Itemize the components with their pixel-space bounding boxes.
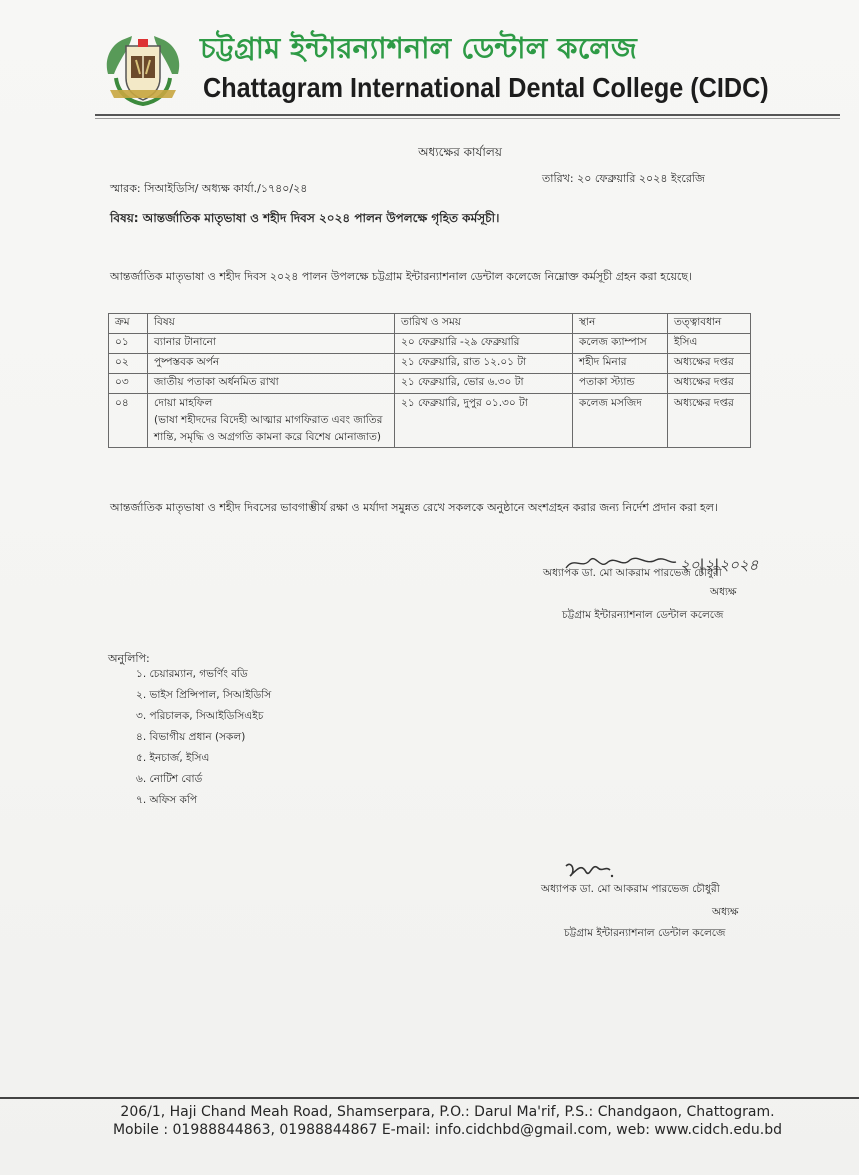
college-crest-icon [100, 30, 186, 110]
footer-contact: Mobile : 01988844863, 01988844867 E-mail: info.cidchbd@gmail.com, web: www.cidch.edu.bd [112, 1122, 783, 1138]
list-item: ২. ভাইস প্রিন্সিপাল, সিআইডিসি [136, 689, 272, 701]
table-cell: ব্যানার টানানো [148, 334, 395, 354]
table-cell: ০১ [109, 334, 148, 354]
table-cell: কলেজ ক্যাম্পাস [573, 334, 668, 354]
copies-list [136, 664, 271, 811]
table-cell: শহীদ মিনার [573, 354, 668, 374]
table-cell [148, 394, 395, 448]
signatory-institution-2: চট্টগ্রাম ইন্টারন্যাশনাল ডেন্টাল কলেজে [564, 927, 726, 939]
program-detail: (ভাষা শহীদদের বিদেহী আত্মার মাগফিরাত এবং জাতির শান্তি, সমৃদ্ধি ও অগ্রগতি কামনা করে বিশেষ মোনাজাত) [154, 414, 383, 443]
college-name-bangla: চট্টগ্রাম ইন্টারন্যাশনাল ডেন্টাল কলেজ [200, 31, 637, 65]
signatory-post-1: অধ্যক্ষ [710, 586, 737, 598]
list-item: ১. চেয়ারম্যান, গভর্ণিং বডি [136, 668, 248, 680]
header-divider-thin [95, 118, 840, 119]
footer-divider [0, 1097, 859, 1099]
list-item: ৬. নোটিশ বোর্ড [136, 773, 203, 785]
table-cell: ০৩ [109, 374, 148, 394]
table-row [109, 374, 751, 394]
list-item: ৫. ইনচার্জ, ইসিএ [136, 752, 210, 764]
table-cell: পতাকা স্ট্যান্ড [573, 374, 668, 394]
table-cell: ০৪ [109, 394, 148, 448]
signatory-name-1: অধ্যাপক ডা. মো আকরাম পারভেজ চৌধুরী [543, 567, 722, 579]
table-header-row [109, 314, 751, 334]
letter-subject: বিষয়: আন্তর্জাতিক মাতৃভাষা ও শহীদ দিবস ২০২৪ পালন উপলক্ষে গৃহিত কর্মসূচী। [110, 211, 500, 225]
table-cell: জাতীয় পতাকা অর্ধনমিত রাখা [148, 374, 395, 394]
table-cell: ২১ ফেব্রুয়ারি, ভোর ৬.৩০ টা [395, 374, 573, 394]
col-supervision: তত্ত্বাবধান [668, 314, 751, 334]
list-item: ৭. অফিস কপি [136, 794, 198, 806]
college-name-english: Chattagram International Dental College (CIDC) [203, 72, 769, 103]
table-cell: ০২ [109, 354, 148, 374]
table-cell: পুষ্পস্তবক অর্পন [148, 354, 395, 374]
table-cell: অধ্যক্ষের দপ্তর [668, 394, 751, 448]
footer-address: 206/1, Haji Chand Meah Road, Shamserpara, P.O.: Darul Ma'rif, P.S.: Chandgaon, Chattogram. [120, 1104, 775, 1120]
signatory-name-2: অধ্যাপক ডা. মো আকরাম পারভেজ চৌধুরী [541, 883, 720, 895]
col-datetime: তারিখ ও সময় [395, 314, 573, 334]
table-cell: ২১ ফেব্রুয়ারি, দুপুর ০১.৩০ টা [395, 394, 573, 448]
letter-date: তারিখ: ২০ ফেব্রুয়ারি ২০২৪ ইংরেজি [542, 172, 705, 185]
list-item: ৩. পরিচালক, সিআইডিসিএইচ [136, 710, 264, 722]
col-subject: বিষয় [148, 314, 395, 334]
program-table [108, 313, 751, 448]
svg-text:২০|২|২০২৪: ২০|২|২০২৪ [680, 556, 759, 574]
col-place: স্থান [573, 314, 668, 334]
signatory-institution-1: চট্টগ্রাম ইন্টারন্যাশনাল ডেন্টাল কলেজে [562, 609, 724, 621]
signatory-post-2: অধ্যক্ষ [712, 906, 739, 918]
office-heading: অধ্যক্ষের কার্যালয় [418, 145, 502, 159]
header-divider [95, 114, 840, 116]
copies-heading: অনুলিপি: [108, 652, 150, 665]
table-row [109, 354, 751, 374]
table-cell: কলেজ মসজিদ [573, 394, 668, 448]
intro-paragraph: আন্তর্জাতিক মাতৃভাষা ও শহীদ দিবস ২০২৪ পালন উপলক্ষে চট্টগ্রাম ইন্টারন্যাশনাল ডেন্টাল কলেজে নিম্নোক্ত কর্মসূচী গ্রহন করা হয়েছে। [110, 270, 692, 283]
list-item: ৪. বিভাগীয় প্রধান (সকল) [136, 731, 246, 743]
instruction-paragraph: আন্তর্জাতিক মাতৃভাষা ও শহীদ দিবসের ভাবগাম্ভীর্য রক্ষা ও মর্যাদা সমুন্নত রেখে সকলকে অনুষ্ঠানে অংশগ্রহন করার জন্য নির্দেশ প্রদান করা হল। [110, 501, 718, 514]
program-title: দোয়া মাহফিল [154, 397, 213, 409]
table-row [109, 394, 751, 448]
table-cell: অধ্যক্ষের দপ্তর [668, 374, 751, 394]
handwritten-signature-2 [562, 858, 622, 882]
table-cell: ২১ ফেব্রুয়ারি, রাত ১২.০১ টা [395, 354, 573, 374]
col-serial: ক্রম [109, 314, 148, 334]
table-cell: ২০ ফেব্রুয়ারি -২৯ ফেব্রুয়ারি [395, 334, 573, 354]
memo-number: স্মারক: সিআইডিসি/ অধ্যক্ষ কার্যা./১৭৪০/২৪ [110, 182, 308, 195]
table-cell: অধ্যক্ষের দপ্তর [668, 354, 751, 374]
table-row [109, 334, 751, 354]
table-cell: ইসিএ [668, 334, 751, 354]
